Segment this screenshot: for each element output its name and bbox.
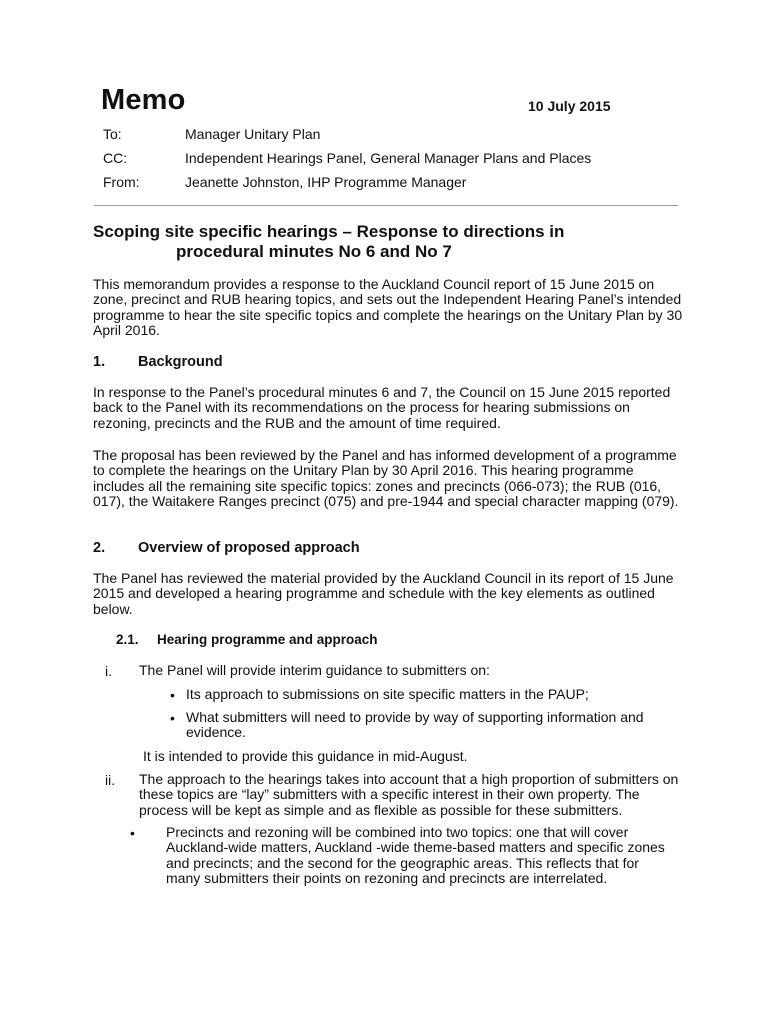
- item-i-bullet-1: Its approach to submissions on site specific matters in the PAUP;: [186, 686, 589, 702]
- overview-paragraph: The Panel has reviewed the material provided by the Auckland Council in its report of 15 June 2015 and developed a hearing programme and schedule with the key elements as outlined below.: [93, 570, 674, 617]
- section-1-number: 1.: [93, 354, 106, 370]
- subject-line-1: Scoping site specific hearings – Response to directions in: [93, 222, 565, 241]
- intro-paragraph: This memorandum provides a response to the Auckland Council report of 15 June 2015 on zone, precinct and RUB hearing topics, and sets out the Independent Hearing Panel’s intended programme to hear the site specific topics and complete the hearings on the Unitary Plan by 30 April 2016.: [93, 276, 683, 338]
- bullet-glyph: •: [170, 710, 175, 726]
- subsection-2-1-number: 2.1.: [116, 632, 139, 647]
- from-value: Jeanette Johnston, IHP Programme Manager: [185, 174, 467, 190]
- item-ii-bullet-1: Precincts and rezoning will be combined into two topics: one that will cover Auckland-wide matters, Auckland -wide theme-based matters and specific zones and precincts; and the second for the geographic areas. This reflects that for many submitters their points on rezoning and precincts are interrelated.: [166, 824, 665, 886]
- item-i-text: The Panel will provide interim guidance to submitters on:: [139, 662, 490, 678]
- item-i-bullet-2: What submitters will need to provide by way of supporting information and evidence.: [186, 709, 644, 741]
- bullet-glyph: •: [130, 825, 135, 841]
- memo-date: 10 July 2015: [528, 98, 611, 114]
- item-ii-text: The approach to the hearings takes into account that a high proportion of submitters on these topics are “lay” submitters with a specific interest in their own property. The process will be kept as simple and as flexible as possible for these submitters.: [139, 771, 679, 818]
- section-2-number: 2.: [93, 540, 106, 556]
- item-i-followup: It is intended to provide this guidance in mid-August.: [143, 748, 468, 764]
- item-ii-numeral: ii.: [105, 772, 116, 788]
- subject-heading: [93, 222, 693, 262]
- item-i-numeral: i.: [105, 663, 112, 679]
- subsection-2-1-title: Hearing programme and approach: [157, 632, 378, 647]
- background-paragraph-2: The proposal has been reviewed by the Panel and has informed development of a programme to complete the hearings on the Unitary Plan by 30 April 2016. This hearing programme includes all the remaining site specific topics: zones and precincts (066-073); the RUB (016, 017), the Waitakere Ranges precinct (075) and pre-1944 and special character mapping (079).: [93, 447, 679, 509]
- to-value: Manager Unitary Plan: [185, 126, 321, 142]
- section-1-title: Background: [138, 354, 223, 370]
- to-label: To:: [103, 126, 122, 142]
- header-divider: [94, 205, 678, 206]
- memo-title: Memo: [101, 84, 186, 116]
- bullet-glyph: •: [170, 687, 175, 703]
- background-paragraph-1: In response to the Panel’s procedural minutes 6 and 7, the Council on 15 June 2015 reported back to the Panel with its recommendations on the process for hearing submissions on rezoning, precincts and the RUB and the amount of time required.: [93, 384, 671, 431]
- section-2-title: Overview of proposed approach: [138, 540, 360, 556]
- subject-line-2: procedural minutes No 6 and No 7: [176, 242, 452, 261]
- cc-value: Independent Hearings Panel, General Manager Plans and Places: [185, 150, 592, 166]
- cc-label: CC:: [103, 150, 128, 166]
- from-label: From:: [103, 174, 140, 190]
